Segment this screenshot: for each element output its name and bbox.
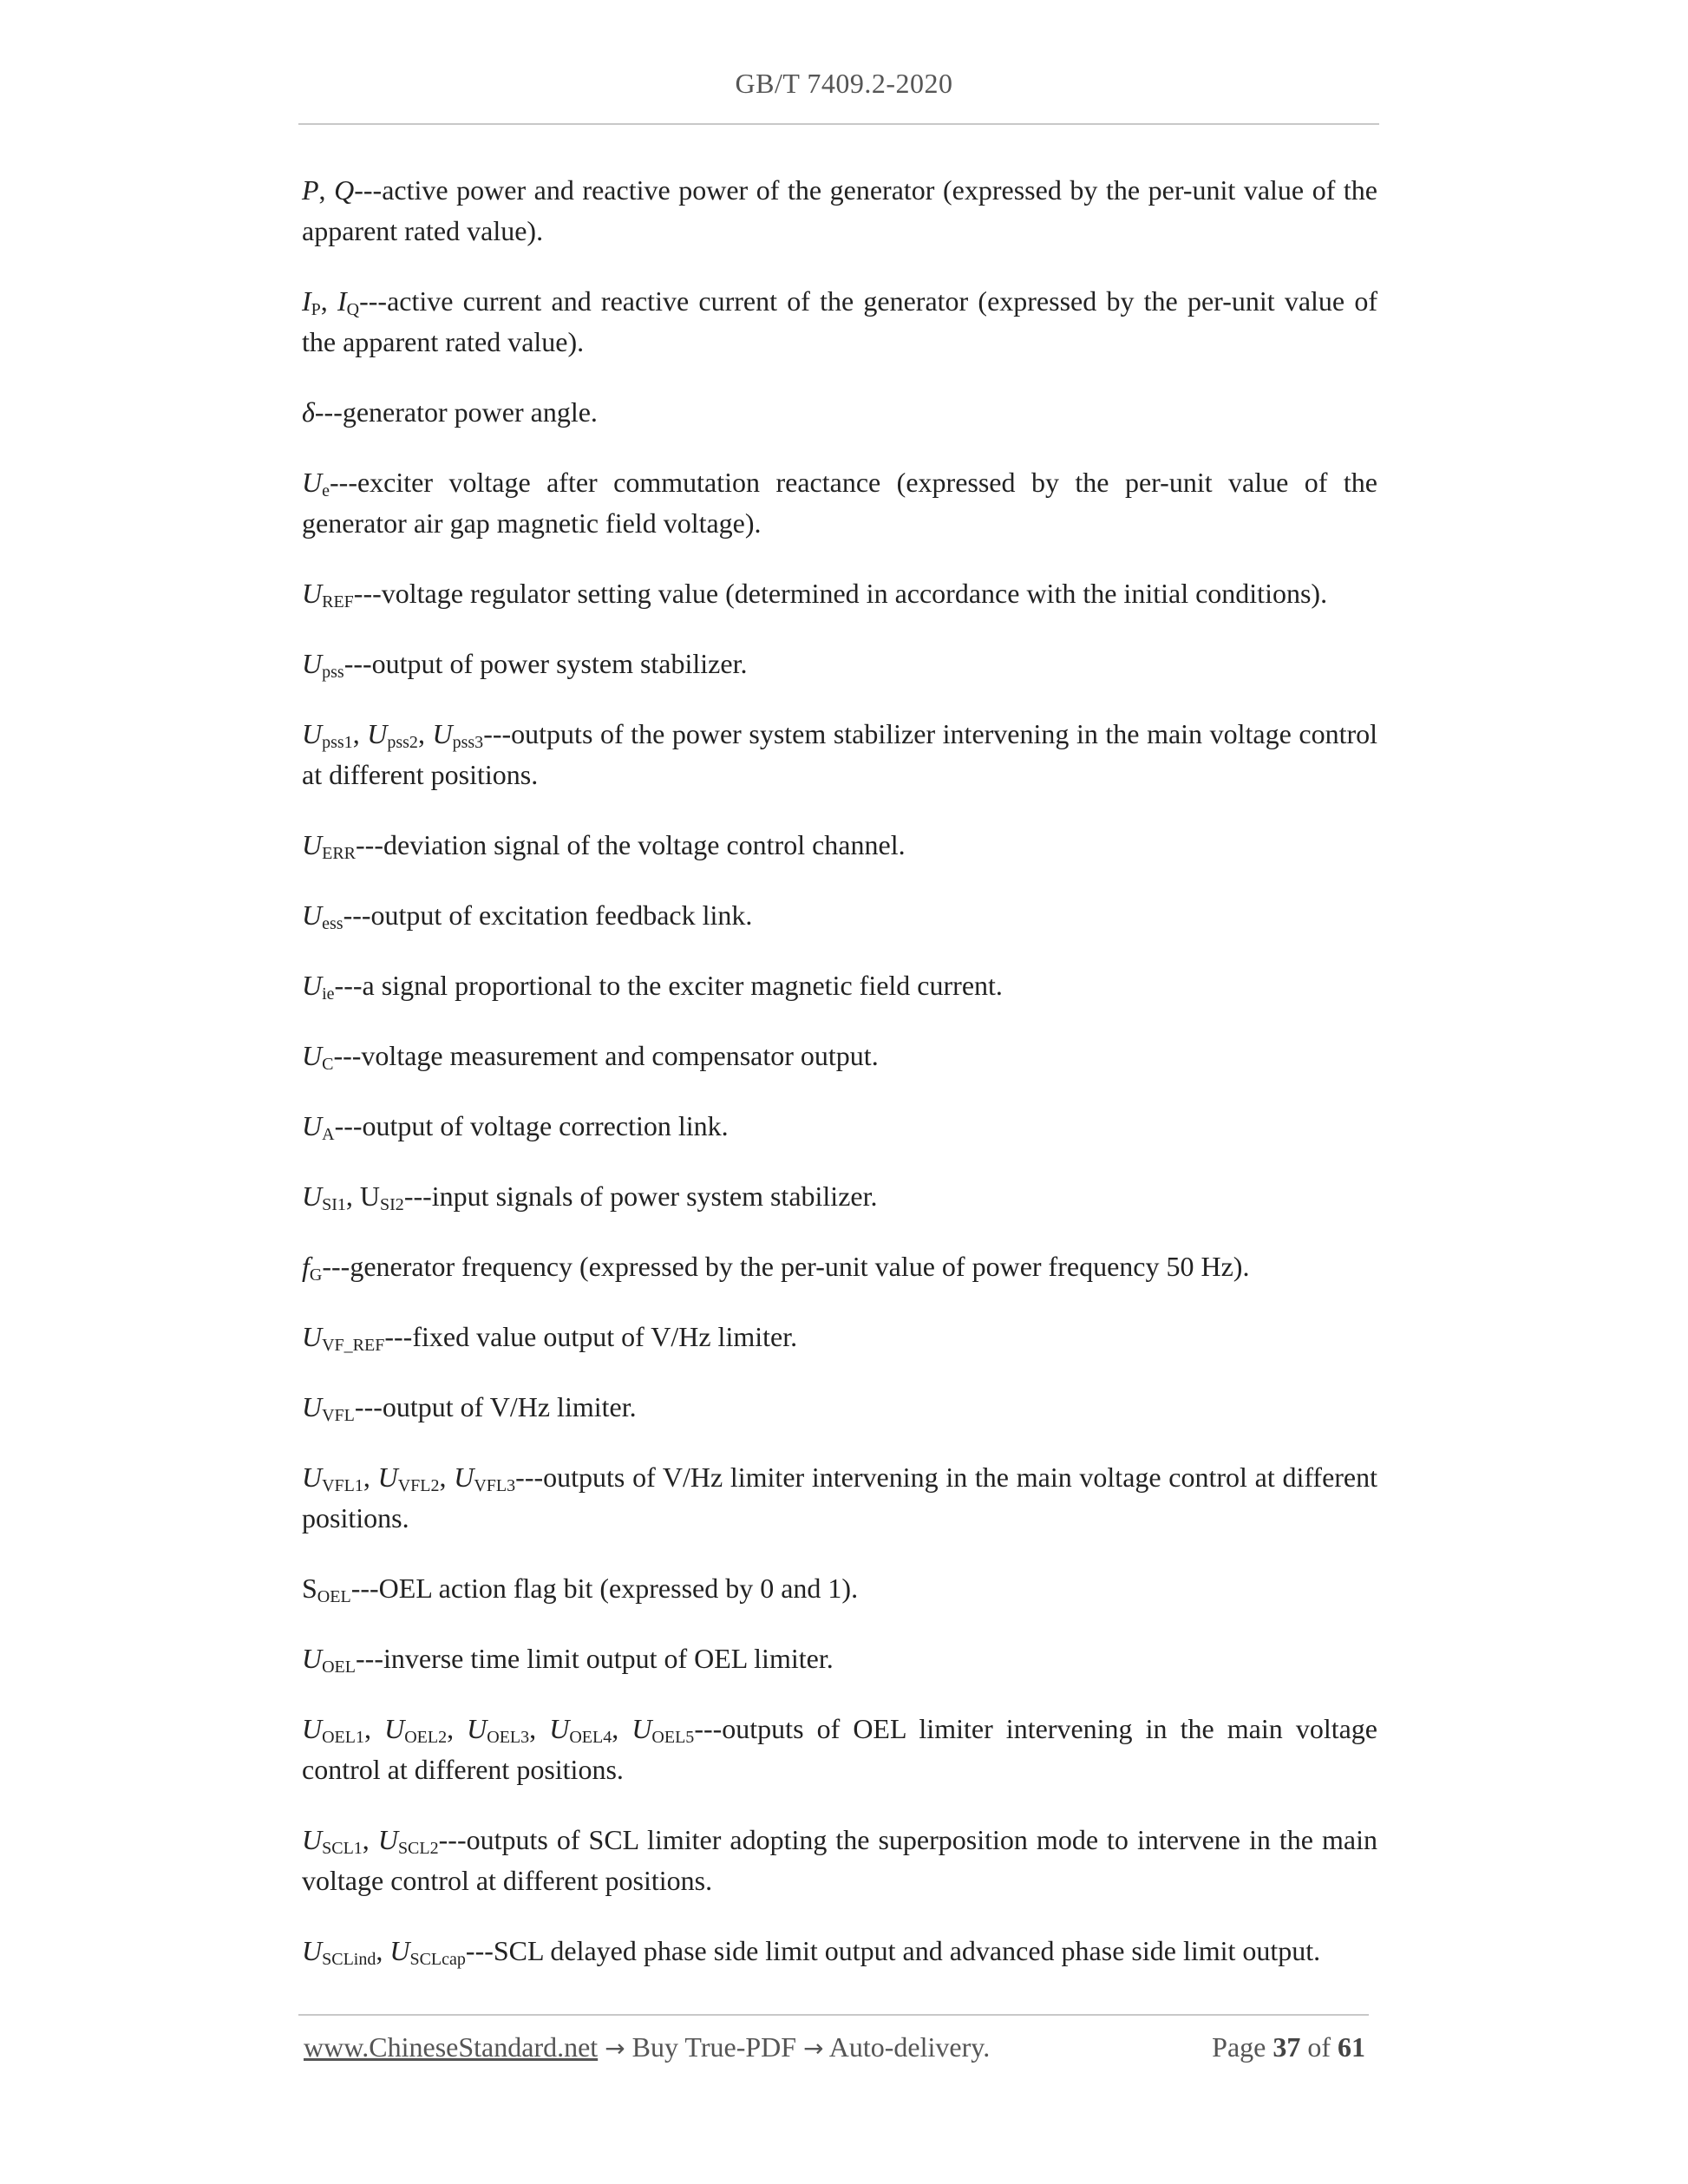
definition-item: $U_C--$-voltage measurement and compensator output. [302,1040,879,1074]
definition-item: $U_{ERR}--$-deviation signal of the voltage control channel. [302,829,906,863]
arrow-right-icon: → [803,2034,824,2063]
definition-item: $U_{pss1}$, $U_{pss2}$, $U_{pss3}--$-outputs of the power system stabilizer intervening in the main voltage control at different positions. [302,718,1377,790]
page-footer [304,2031,1365,2063]
definition-item: $U_{pss}--$-output of power system stabilizer. [302,648,748,682]
definition-item: $U_{VF\_REF}--$-fixed value output of V/Hz limiter. [302,1321,798,1355]
header-divider [298,123,1379,125]
definition-item: $U_{ie}---a$ signal proportional to the exciter magnetic field current. [302,970,1003,1004]
total-page-number: 61 [1338,2031,1365,2063]
definition-item: P, Q---active power and reactive power of the generator (expressed by the per-unit value of the apparent rated value). [302,174,1378,246]
arrow-right-icon: → [605,2034,625,2063]
definition-item: $U_{REF}--$-voltage regulator setting value (determined in accordance with the initial conditions). [302,578,1328,611]
definition-item: $U_{OEL1}$, $U_{OEL2}$, $U_{OEL3}$, $U_{OEL4}$, $U_{OEL5}--$-outputs of OEL limiter intervening in the main voltage control at different positions. [302,1713,1378,1785]
page-indicator: Page 37 of 61 [1212,2031,1365,2063]
definition-item: $U_{OEL}--$-inverse time limit output of OEL limiter. [302,1643,834,1677]
definition-item: $U_{VFL1}$, $U_{VFL2}$, $U_{VFL3}--$-outputs of V/Hz limiter intervening in the main voltage control at different positions. [302,1461,1378,1533]
definition-item: $f_G--$-generator frequency (expressed by the per-unit value of power frequency 50 Hz). [302,1251,1250,1285]
definition-item: $U_{VFL}--$-output of V/Hz limiter. [302,1391,637,1425]
definition-item: $U_{SCLind}$, $U_{SCLcap}--$-SCL delayed phase side limit output and advanced phase side limit output. [302,1935,1321,1969]
buy-text: Buy True-PDF [625,2031,804,2063]
definition-item: δ---generator power angle. [302,396,598,428]
definition-item: $U_{SCL1}$, $U_{SCL2}--$-outputs of SCL limiter adopting the superposition mode to intervene in the main voltage control at different positions. [302,1824,1378,1896]
definition-item: $U_{SI1}$, $U_{SI2}--$-input signals of power system stabilizer. [302,1180,878,1214]
definitions-list [302,170,1377,2001]
definition-item: $U_A--$-output of voltage correction link. [302,1110,729,1144]
footer-promo [304,2031,990,2063]
site-link[interactable]: www.ChineseStandard.net [304,2031,599,2063]
document-id: GB/T 7409.2-2020 [735,68,953,99]
current-page-number: 37 [1273,2031,1301,2063]
page-header [0,68,1688,100]
delivery-text: Auto-delivery. [823,2031,991,2063]
definition-item: $S_{OEL}--$-OEL action flag bit (expressed by 0 and 1). [302,1573,859,1606]
definition-item: $U_{ess}--$-output of excitation feedback link. [302,899,753,933]
definition-item: $I_P$, $I_Q--$-active current and reactive current of the generator (expressed by the per-unit value of the apparent rated value). [302,285,1378,357]
footer-divider [298,2014,1369,2016]
definition-item: $U_e--$-exciter voltage after commutation reactance (expressed by the per-unit value of the generator air gap magnetic field voltage). [302,467,1377,539]
